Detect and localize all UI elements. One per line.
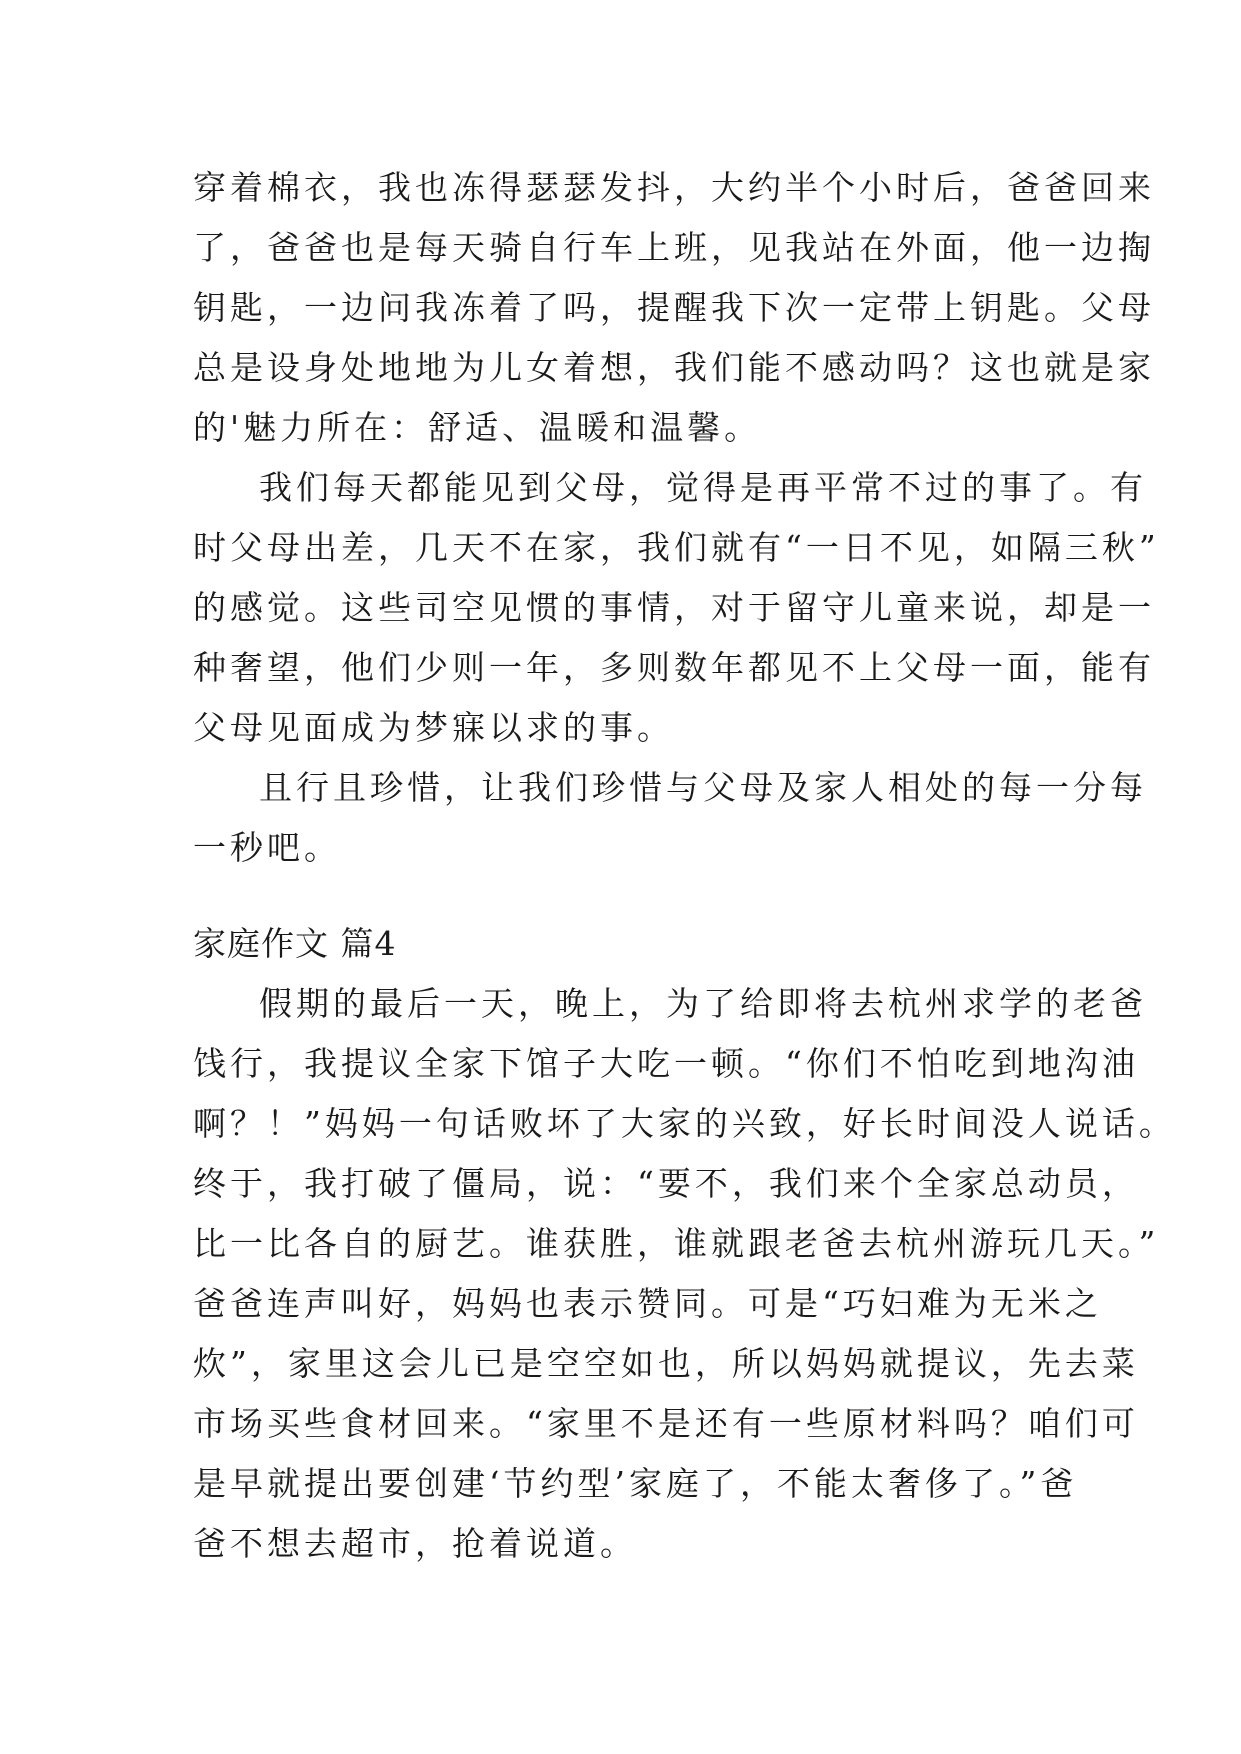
paragraph-line: 的感觉。这些司空见惯的事情，对于留守儿童来说，却是一 [193, 588, 1155, 627]
paragraph-line: 一秒吧。 [193, 828, 341, 867]
paragraph-line: 市场买些食材回来。“家里不是还有一些原材料吗？咱们可 [193, 1404, 1139, 1443]
paragraph-line: 我们每天都能见到父母，觉得是再平常不过的事了。有 [259, 468, 1147, 507]
paragraph-line: 父母见面成为梦寐以求的事。 [193, 708, 674, 747]
paragraph-line: 比一比各自的厨艺。谁获胜，谁就跟老爸去杭州游玩几天。” [193, 1224, 1160, 1263]
paragraph-line: 啊？！”妈妈一句话败坏了大家的兴致，好长时间没人说话。 [193, 1104, 1176, 1143]
section-heading: 家庭作文 篇4 [193, 924, 397, 963]
paragraph-line: 了，爸爸也是每天骑自行车上班，见我站在外面，他一边掏 [193, 228, 1155, 267]
paragraph-line: 总是设身处地地为儿女着想，我们能不感动吗？这也就是家 [193, 348, 1155, 387]
paragraph-line: 种奢望，他们少则一年，多则数年都见不上父母一面，能有 [193, 648, 1155, 687]
paragraph-line: 钥匙，一边问我冻着了吗，提醒我下次一定带上钥匙。父母 [193, 288, 1155, 327]
paragraph-line: 爸爸连声叫好，妈妈也表示赞同。可是“巧妇难为无米之 [193, 1284, 1102, 1323]
paragraph-line: 炊”，家里这会儿已是空空如也，所以妈妈就提议，先去菜 [193, 1344, 1139, 1383]
paragraph-line: 是早就提出要创建‘节约型’家庭了，不能太奢侈了。”爸 [193, 1464, 1078, 1503]
paragraph-line: 穿着棉衣，我也冻得瑟瑟发抖，大约半个小时后，爸爸回来 [193, 168, 1155, 207]
paragraph-line: 假期的最后一天，晚上，为了给即将去杭州求学的老爸 [259, 984, 1147, 1023]
paragraph-line: 终于，我打破了僵局，说：“要不，我们来个全家总动员， [193, 1164, 1139, 1203]
paragraph-line: 爸不想去超市，抢着说道。 [193, 1524, 637, 1563]
paragraph-line: 饯行，我提议全家下馆子大吃一顿。“你们不怕吃到地沟油 [193, 1044, 1139, 1083]
paragraph-line: 的'魅力所在：舒适、温暖和温馨。 [193, 408, 762, 447]
paragraph-line: 时父母出差，几天不在家，我们就有“一日不见，如隔三秋” [193, 528, 1160, 567]
paragraph-line: 且行且珍惜，让我们珍惜与父母及家人相处的每一分每 [259, 768, 1147, 807]
